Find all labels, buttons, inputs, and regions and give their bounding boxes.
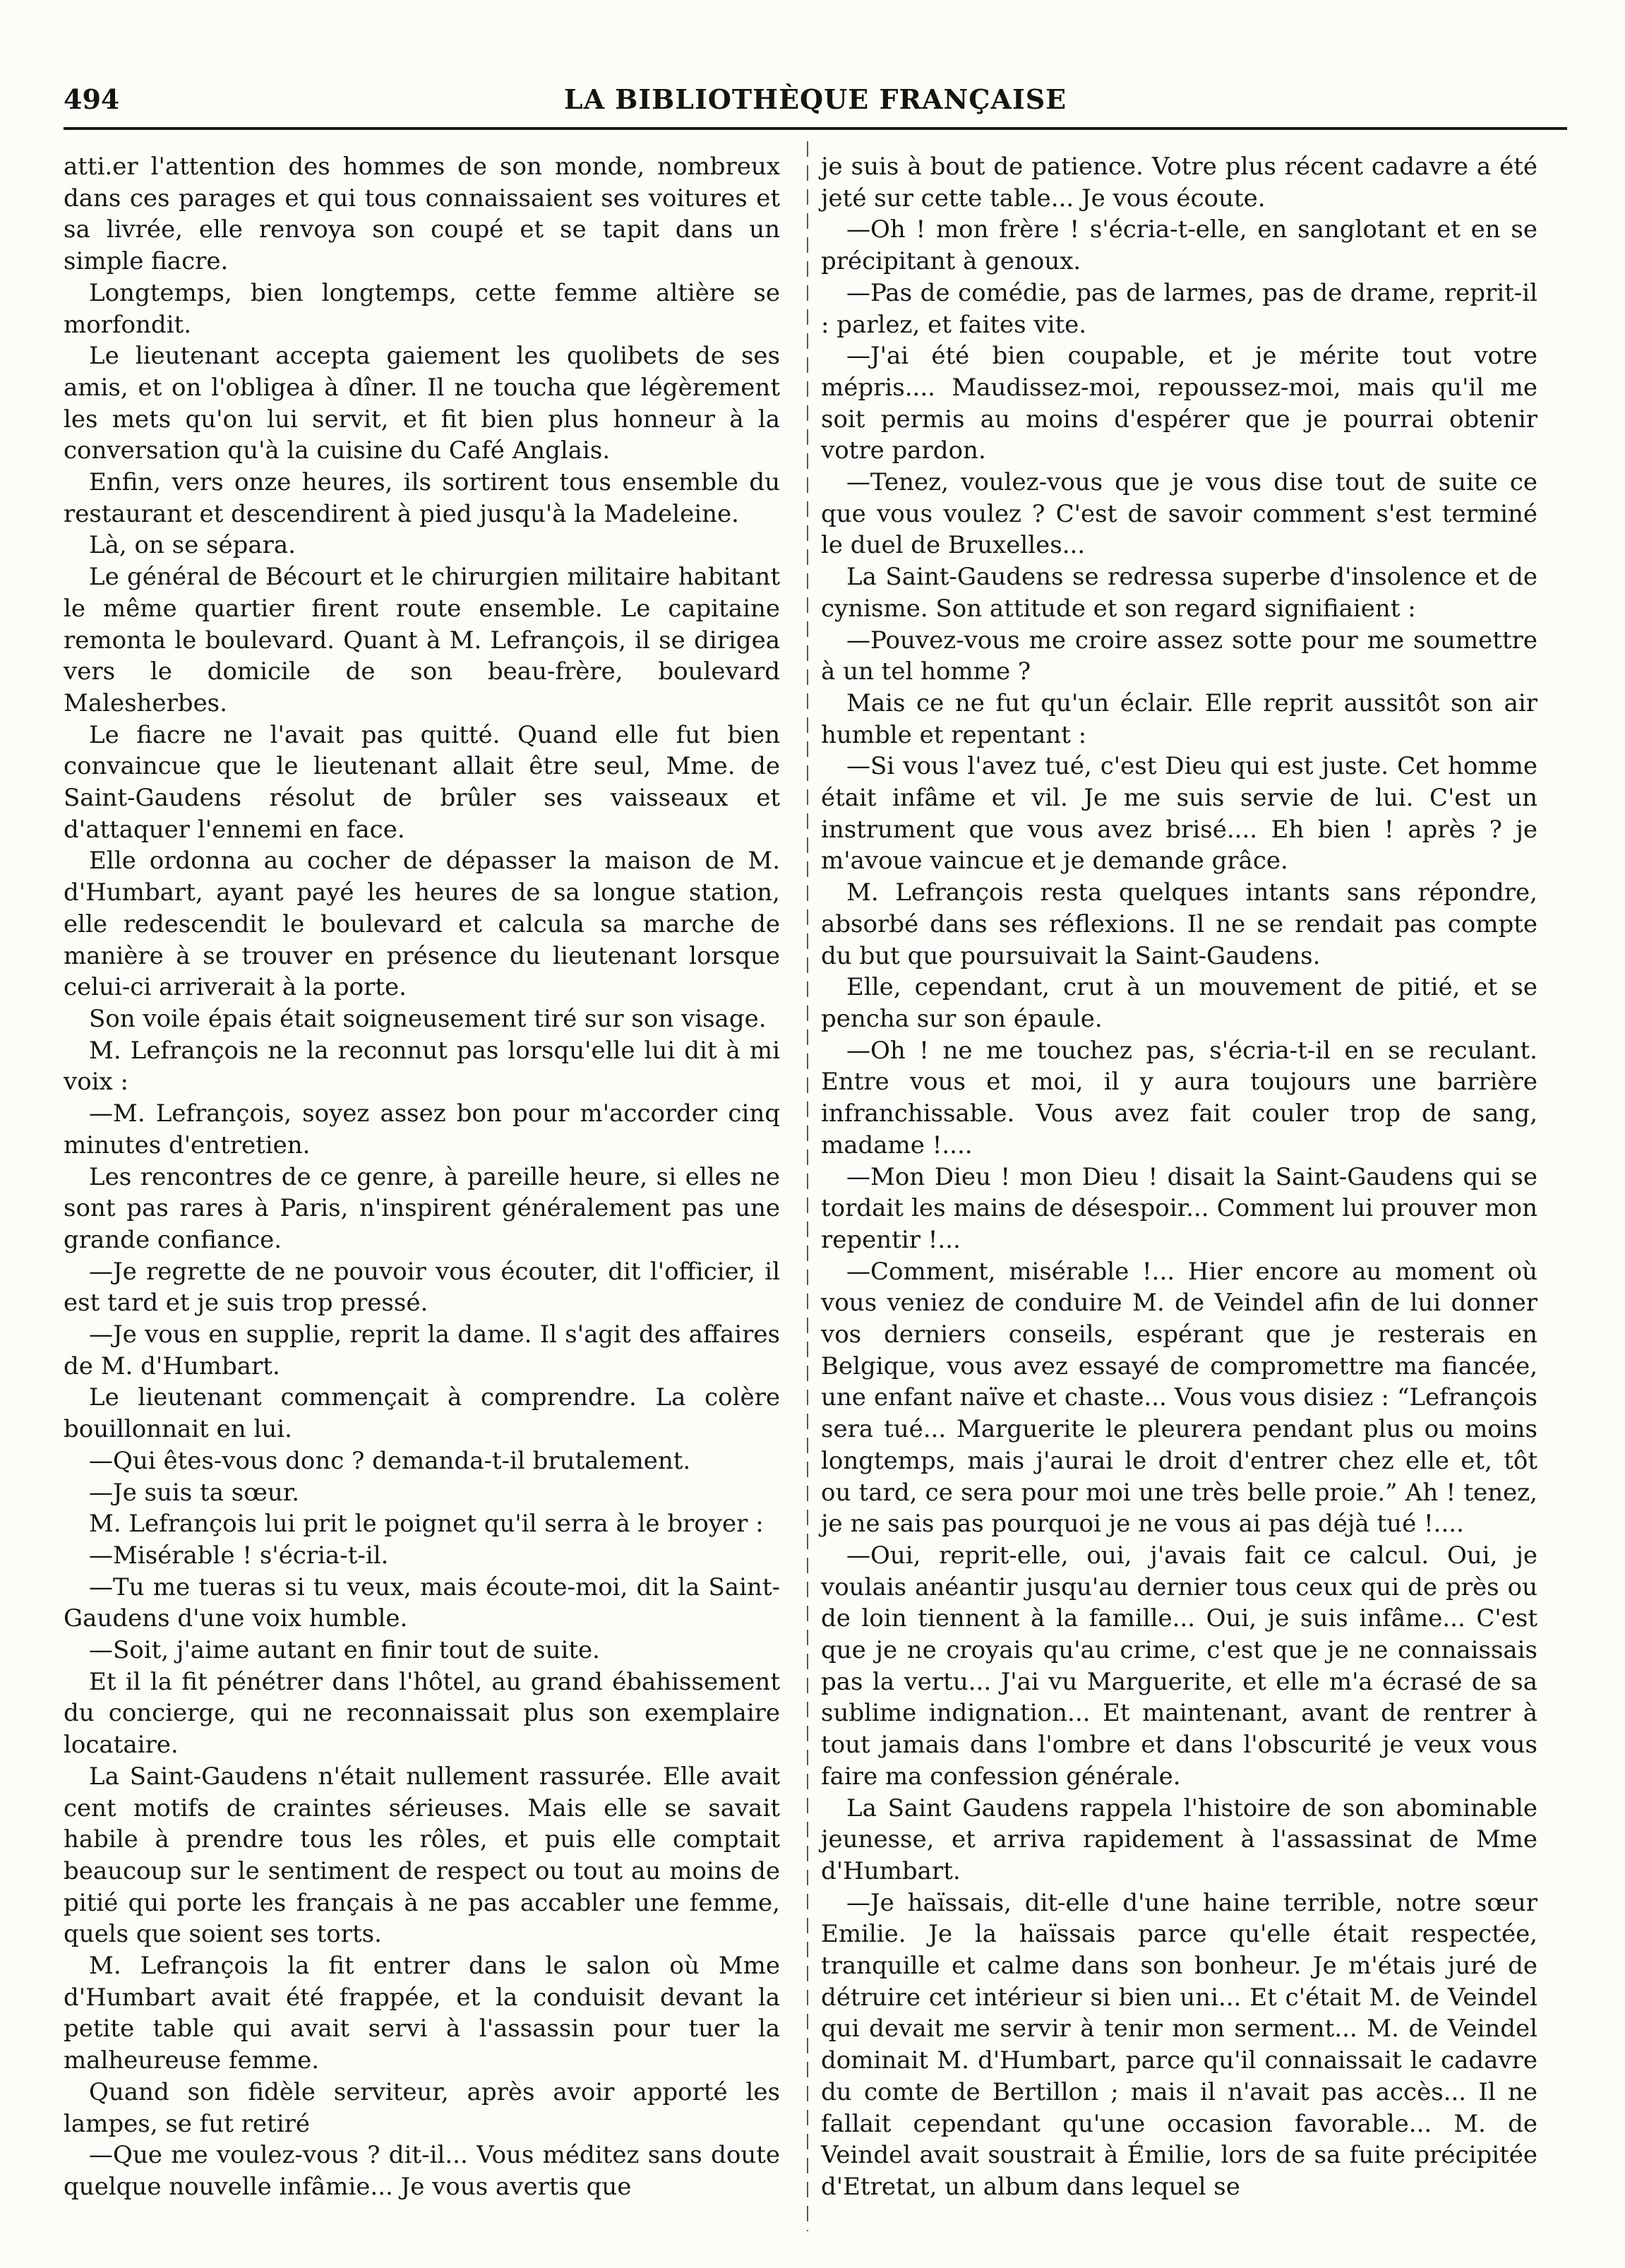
paragraph: Elle, cependant, crut à un mouvement de pitié, et se pencha sur son épaule. [821, 973, 1537, 1033]
paragraph: —Je suis ta sœur. [89, 1478, 300, 1507]
paragraph: Là, on se sépara. [89, 531, 296, 560]
paragraph: —Je haïssais, dit-elle d'une haine terrible, notre sœur Emilie. Je la haïssais parce qu'elle était respectée, tranquille et calme dans son bonheur. Je m'étais juré de détruire cet intérieur si bien uni... Et c'était M. de Veindel qui devait me servir à tenir mon serment... M. de Veindel dominait M. d'Humbart, parce qu'il connaissait le cadavre du comte de Bertillon ; mais il n'avait pas accès... Il ne fallait cependant qu'une occasion favorable... M. de Veindel avait soustrait à Émilie, lors de sa fuite précipitée d'Etretat, un album dans lequel se [821, 1888, 1537, 2201]
paragraph: Enfin, vers onze heures, ils sortirent tous ensemble du restaurant et descendirent à pied jusqu'à la Madeleine. [64, 468, 780, 528]
paragraph: —J'ai été bien coupable, et je mérite tout votre mépris.... Maudissez-moi, repoussez-moi, mais qu'il me soit permis au moins d'espérer que je pourrai obtenir votre pardon. [821, 342, 1537, 465]
paragraph: —Comment, misérable !... Hier encore au moment où vous veniez de conduire M. de Veindel afin de lui donner vos derniers conseils, espérant que je resterais en Belgique, vous avez essayé de compromettre ma fiancée, une enfant naïve et chaste... Vous vous disiez : “Lefrançois sera tué... Marguerite le pleurera pendant plus ou moins longtemps, mais j'aurai le droit d'entrer chez elle et, tôt ou tard, ce sera pour moi une très belle proie.” Ah ! tenez, je ne sais pas pourquoi je ne vous ai pas déjà tué !.... [821, 1257, 1537, 1539]
paragraph: Le lieutenant commençait à comprendre. La colère bouillonnait en lui. [64, 1383, 780, 1444]
paragraph: Le général de Bécourt et le chirurgien militaire habitant le même quartier firent route ensemble. Le capitaine remonta le boulevard. Quant à M. Lefrançois, il se dirigea vers le domicile de son beau-frère, boulevard Malesherbes. [64, 563, 780, 717]
paragraph: Le fiacre ne l'avait pas quitté. Quand elle fut bien convaincue que le lieutenant allait être seul, Mme. de Saint-Gaudens résolut de brûler ses vaisseaux et d'attaquer l'ennemi en face. [64, 720, 780, 844]
paragraph: La Saint Gaudens rappela l'histoire de son abominable jeunesse, et arriva rapidement à l'assassinat de Mme d'Humbart. [821, 1793, 1537, 1885]
paragraph: —Tenez, voulez-vous que je vous dise tout de suite ce que vous voulez ? C'est de savoir comment s'est terminé le duel de Bruxelles... [821, 468, 1537, 560]
paragraph: La Saint-Gaudens n'était nullement rassurée. Elle avait cent motifs de craintes sérieuses. Mais elle se savait habile à prendre tous les rôles, et puis elle comptait beaucoup sur le sentiment de respect ou tout au moins de pitié qui porte les français à ne pas accabler une femme, quels que soient ses torts. [64, 1762, 780, 1949]
paragraph: Le lieutenant accepta gaiement les quolibets de ses amis, et on l'obligea à dîner. Il ne toucha que légèrement les mets qu'on lui servit, et fit bien plus honneur à la conversation qu'à la cuisine du Café Anglais. [64, 342, 780, 465]
paragraph: —M. Lefrançois, soyez assez bon pour m'accorder cinq minutes d'entretien. [64, 1099, 780, 1159]
right-column [821, 151, 1537, 2203]
paragraph: —Que me voulez-vous ? dit-il... Vous méditez sans doute quelque nouvelle infâmie... Je vous avertis que [64, 2141, 780, 2201]
paragraph: La Saint-Gaudens se redressa superbe d'insolence et de cynisme. Son attitude et son regard signifiaient : [821, 563, 1537, 623]
paragraph: —Mon Dieu ! mon Dieu ! disait la Saint-Gaudens qui se tordait les mains de désespoir... Comment lui prouver mon repentir !... [821, 1162, 1537, 1254]
paragraph: —Je regrette de ne pouvoir vous écouter, dit l'officier, il est tard et je suis trop pressé. [64, 1257, 780, 1318]
paragraph: Son voile épais était soigneusement tiré sur son visage. [89, 1004, 767, 1033]
paragraph: —Oh ! ne me touchez pas, s'écria-t-il en se reculant. Entre vous et moi, il y aura toujours une barrière infranchissable. Vous avez fait couler trop de sang, madame !.... [821, 1036, 1537, 1159]
paragraph: Et il la fit pénétrer dans l'hôtel, au grand ébahissement du concierge, qui ne reconnaissait plus son exemplaire locataire. [64, 1667, 780, 1760]
paragraph: —Misérable ! s'écria-t-il. [89, 1541, 389, 1570]
paragraph: Mais ce ne fut qu'un éclair. Elle reprit aussitôt son air humble et repentant : [821, 688, 1537, 749]
paragraph: —Je vous en supplie, reprit la dame. Il s'agit des affaires de M. d'Humbart. [64, 1320, 780, 1380]
paragraph: atti.er l'attention des hommes de son monde, nombreux dans ces parages et qui tous connaissaient ses voitures et sa livrée, elle renvoya son coupé et se tapit dans un simple fiacre. [64, 153, 780, 276]
paragraph: M. Lefrançois la fit entrer dans le salon où Mme d'Humbart avait été frappée, et la conduisit devant la petite table qui avait servi à l'assassin pour tuer la malheureuse femme. [64, 1952, 780, 2075]
paragraph: je suis à bout de patience. Votre plus récent cadavre a été jeté sur cette table... Je vous écoute. [821, 153, 1537, 213]
left-column [64, 151, 780, 2203]
page-header [64, 83, 1567, 126]
paragraph: M. Lefrançois ne la reconnut pas lorsqu'elle lui dit à mi voix : [64, 1036, 780, 1097]
header-rule [64, 127, 1567, 130]
paragraph: —Oh ! mon frère ! s'écria-t-elle, en sanglotant et en se précipitant à genoux. [821, 215, 1537, 276]
paragraph: Quand son fidèle serviteur, après avoir apporté les lampes, se fut retiré [64, 2077, 780, 2138]
paragraph: —Pas de comédie, pas de larmes, pas de drame, reprit-il : parlez, et faites vite. [821, 278, 1537, 339]
paragraph: —Si vous l'avez tué, c'est Dieu qui est juste. Cet homme était infâme et vil. Je me suis servie de lui. C'est un instrument que vous avez brisé.... Eh bien ! après ? je m'avoue vaincue et je demande grâce. [821, 752, 1537, 876]
running-title: LA BIBLIOTHÈQUE FRANÇAISE [563, 83, 1067, 115]
paragraph: —Soit, j'aime autant en finir tout de suite. [89, 1636, 600, 1665]
paragraph: —Oui, reprit-elle, oui, j'avais fait ce calcul. Oui, je voulais anéantir jusqu'au dernier tous ceux qui de près ou de loin tiennent à la famille... Oui, je suis infâme... C'est que je ne croyais qu'au crime, c'est que je ne connaissais pas la vertu... J'ai vu Marguerite, et elle m'a écrasé de sa sublime indignation... Et maintenant, avant de rentrer à tout jamais dans l'ombre et dans l'obscurité je veux vous faire ma confession générale. [821, 1541, 1537, 1791]
paragraph: —Pouvez-vous me croire assez sotte pour me soumettre à un tel homme ? [821, 626, 1537, 686]
page-number: 494 [64, 83, 120, 115]
paragraph: Les rencontres de ce genre, à pareille heure, si elles ne sont pas rares à Paris, n'inspirent généralement pas une grande confiance. [64, 1162, 780, 1254]
paragraph: Longtemps, bien longtemps, cette femme altière se morfondit. [64, 278, 780, 339]
paragraph: M. Lefrançois resta quelques intants sans répondre, absorbé dans ses réflexions. Il ne se rendait pas compte du but que poursuivait la Saint-Gaudens. [821, 878, 1537, 970]
column-divider [807, 141, 808, 2231]
paragraph: M. Lefrançois lui prit le poignet qu'il serra à le broyer : [89, 1510, 764, 1539]
paragraph: —Tu me tueras si tu veux, mais écoute-moi, dit la Saint-Gaudens d'une voix humble. [64, 1572, 780, 1633]
paragraph: Elle ordonna au cocher de dépasser la maison de M. d'Humbart, ayant payé les heures de sa longue station, elle redescendit le boulevard et calcula sa marche de manière à se trouver en présence du lieutenant lorsque celui-ci arriverait à la porte. [64, 847, 780, 1002]
paragraph: —Qui êtes-vous donc ? demanda-t-il brutalement. [89, 1446, 691, 1475]
